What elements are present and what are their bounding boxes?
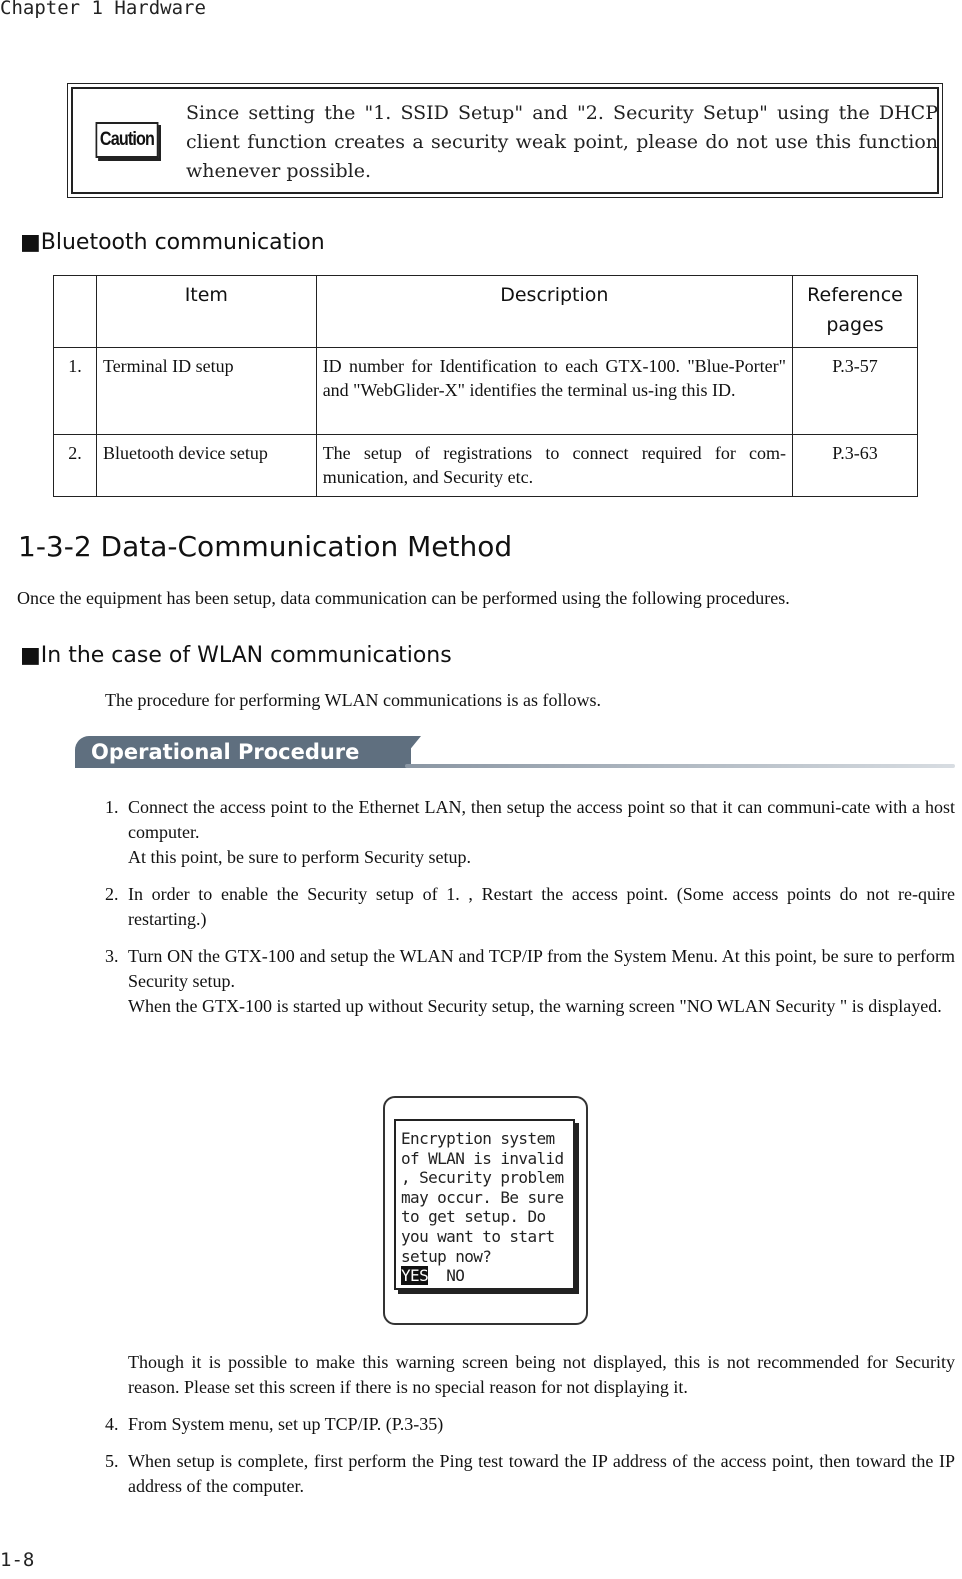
step-number: 2. bbox=[105, 884, 119, 904]
row-item: Terminal ID setup bbox=[96, 348, 316, 435]
screen-message: Encryption system of WLAN is invalid , Security problem may occur. Be sure to get setup. Do you want to start setup now? bbox=[401, 1129, 564, 1266]
wlan-intro: The procedure for performing WLAN communications is as follows. bbox=[105, 690, 602, 710]
no-option: NO bbox=[446, 1266, 465, 1286]
table-row bbox=[54, 348, 918, 435]
device-illustration bbox=[383, 1096, 588, 1325]
row-number: 1. bbox=[54, 348, 97, 435]
column-header: Reference pages bbox=[793, 276, 918, 348]
step-text: When the GTX-100 is started up without Security setup, the warning screen "NO WLAN Security " is displayed. bbox=[128, 996, 942, 1016]
row-reference: P.3-57 bbox=[793, 348, 918, 435]
step-item bbox=[105, 882, 955, 932]
step-text: Turn ON the GTX-100 and setup the WLAN and TCP/IP from the System Menu. At this point, be sure to perform Security setup. bbox=[128, 946, 955, 991]
column-header: Description bbox=[316, 276, 792, 348]
row-reference: P.3-63 bbox=[793, 435, 918, 497]
device-screen bbox=[394, 1119, 575, 1290]
row-item: Bluetooth device setup bbox=[96, 435, 316, 497]
operational-procedure-banner bbox=[75, 736, 955, 770]
row-description: ID number for Identification to each GTX-100. "Blue-Porter" and "WebGlider-X" identifies the terminal us-ing this ID. bbox=[316, 348, 792, 435]
section-intro: Once the equipment has been setup, data communication can be performed using the following procedures. bbox=[17, 588, 790, 608]
step-item bbox=[105, 795, 955, 870]
yes-option: YES bbox=[401, 1266, 429, 1286]
caution-box bbox=[67, 83, 943, 198]
operational-procedure-label: Operational Procedure bbox=[75, 736, 411, 768]
step-text: At this point, be sure to perform Security setup. bbox=[128, 847, 471, 867]
step-item bbox=[105, 1449, 955, 1499]
bluetooth-table bbox=[53, 275, 918, 497]
bluetooth-heading: ■Bluetooth communication bbox=[20, 230, 325, 255]
step-text: From System menu, set up TCP/IP. (P.3-35) bbox=[128, 1414, 444, 1434]
caution-badge: Caution bbox=[96, 122, 159, 158]
table-row bbox=[54, 435, 918, 497]
row-number: 2. bbox=[54, 435, 97, 497]
page-number: 1-8 bbox=[0, 1549, 35, 1571]
step-item bbox=[105, 944, 955, 1019]
step-number: 5. bbox=[105, 1451, 119, 1471]
step-text: When setup is complete, first perform the Ping test toward the IP address of the access point, then toward the IP address of the computer. bbox=[128, 1451, 955, 1496]
column-header bbox=[54, 276, 97, 348]
step-number: 1. bbox=[105, 797, 119, 817]
section-title: 1-3-2 Data-Communication Method bbox=[18, 530, 513, 563]
row-description: The setup of registrations to connect required for com-munication, and Security etc. bbox=[316, 435, 792, 497]
step-number: 3. bbox=[105, 946, 119, 966]
wlan-heading: ■In the case of WLAN communications bbox=[20, 643, 452, 668]
step-text: Connect the access point to the Ethernet LAN, then setup the access point so that it can communi-cate with a host computer. bbox=[128, 797, 955, 842]
chapter-header: Chapter 1 Hardware bbox=[0, 0, 206, 19]
step-note bbox=[105, 1350, 955, 1400]
step-note-text: Though it is possible to make this warning screen being not displayed, this is not recommended for Security reason. Please set this screen if there is no special reason for not displaying it. bbox=[128, 1352, 955, 1397]
step-item bbox=[105, 1412, 955, 1437]
column-header: Item bbox=[96, 276, 316, 348]
caution-text: Since setting the "1. SSID Setup" and "2. Security Setup" using the DHCP client function creates a security weak point, please do not use this function whenever possible. bbox=[186, 102, 938, 182]
step-number: 4. bbox=[105, 1414, 119, 1434]
step-text: In order to enable the Security setup of 1. , Restart the access point. (Some access points do not re-quire restarting.) bbox=[128, 884, 955, 929]
